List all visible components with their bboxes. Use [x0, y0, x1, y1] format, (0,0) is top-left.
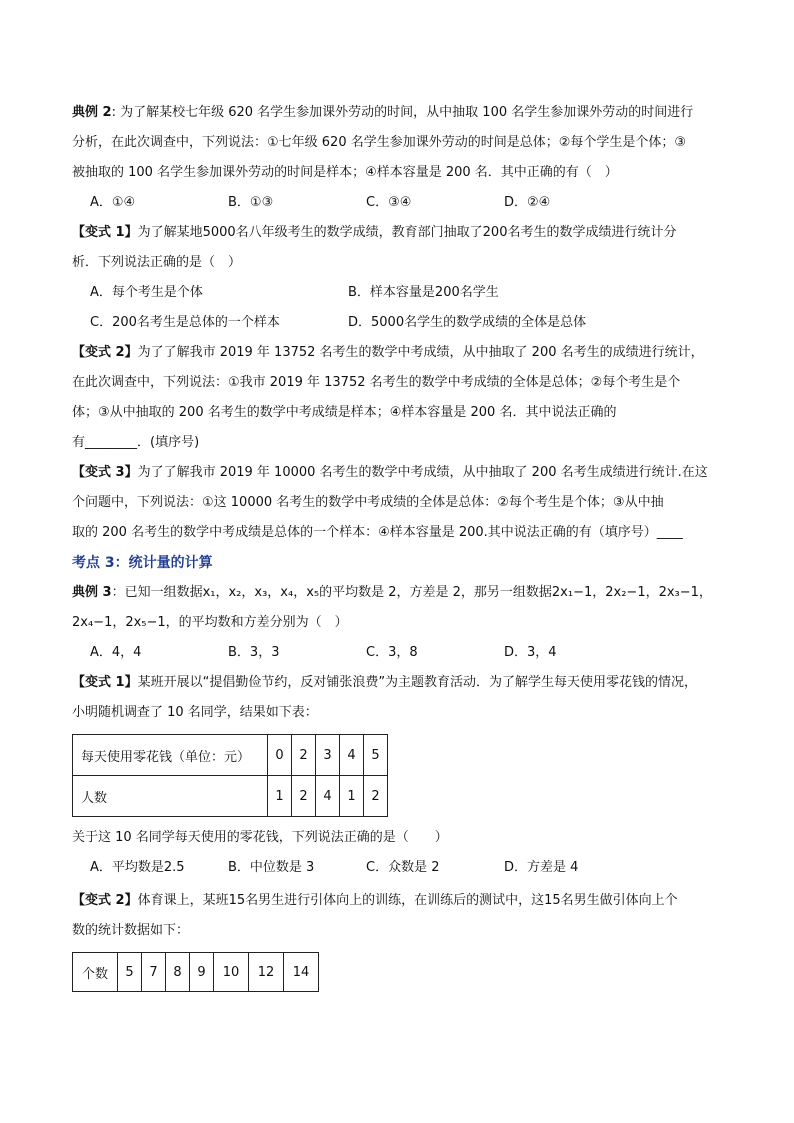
table-cell: 4: [316, 776, 340, 817]
option-b: B．样本容量是200名学生: [348, 285, 499, 300]
option-a: A．平均数是2.5: [90, 860, 185, 875]
option-b: B．①③: [228, 195, 274, 210]
table-cell: 12: [249, 953, 284, 992]
example-2-line-1: [72, 98, 752, 128]
table-cell: 5: [118, 953, 142, 992]
table-cell: 1: [268, 776, 292, 817]
variant-1b-line-3: 关于这 10 名同学每天使用的零花钱，下列说法正确的是（ ）: [72, 830, 448, 845]
option-c: C．200名考生是总体的一个样本: [90, 315, 280, 330]
variant-3-line-2: 个问题中，下列说法：①这 10000 名考生的数学中考成绩的全体是总体：②每个考生是个体；③从中抽: [72, 495, 664, 510]
variant-2b-label: 【变式 2】: [72, 893, 138, 908]
table-header-cell: 个数: [73, 953, 118, 992]
variant-2b-line-2: 数的统计数据如下：: [72, 923, 190, 938]
option-a: A．4，4: [90, 645, 142, 660]
example-2-label: 典例 2: [72, 105, 112, 120]
table-cell: 9: [190, 953, 214, 992]
variant-1b-label: 【变式 1】: [72, 675, 138, 690]
variant-3-line-3: 取的 200 名考生的数学中考成绩是总体的一个样本：④样本容量是 200.其中说法正确的有（填序号）____: [72, 525, 683, 540]
table-cell: 2: [292, 735, 316, 776]
variant-2-label: 【变式 2】: [72, 345, 138, 360]
example-2-line-3: 被抽取的 100 名学生参加课外劳动的时间是样本；④样本容量是 200 名．其中正确的有（ ）: [72, 165, 618, 180]
example-3-line-1: [72, 578, 752, 608]
variant-2-line-4: 有________．(填序号): [72, 435, 200, 450]
table-cell: 0: [268, 735, 292, 776]
option-a: A．①④: [90, 195, 136, 210]
pocket-money-table: [72, 734, 388, 817]
variant-3-line-1: [72, 458, 752, 488]
option-c: C．③④: [366, 195, 412, 210]
option-d: D．②④: [504, 195, 551, 210]
variant-3-label: 【变式 3】: [72, 465, 138, 480]
example-2-options: [72, 188, 752, 218]
document-page: [72, 98, 752, 998]
table-cell: 2: [292, 776, 316, 817]
variant-2-text-1: 为了了解我市 2019 年 13752 名考生的数学中考成绩，从中抽取了 200 名考生的成绩进行统计，: [137, 345, 704, 360]
variant-1-options-row-1: [72, 278, 752, 308]
table-header-cell: 人数: [73, 776, 268, 817]
option-c: C．众数是 2: [366, 860, 440, 875]
option-b: B．3，3: [228, 645, 280, 660]
option-c: C．3，8: [366, 645, 418, 660]
table-cell: 7: [142, 953, 166, 992]
table-header-cell: 每天使用零花钱（单位：元）: [73, 735, 268, 776]
variant-1b-options: [72, 853, 752, 883]
table-cell: 10: [214, 953, 249, 992]
variant-1-line-2: 析．下列说法正确的是（ ）: [72, 255, 242, 270]
table-cell: 5: [364, 735, 388, 776]
example-3-options: [72, 638, 752, 668]
option-b: B．中位数是 3: [228, 860, 315, 875]
example-3-line-2: 2x₄−1，2x₅−1，的平均数和方差分别为（ ）: [72, 615, 348, 630]
example-2-text-1: : 为了解某校七年级 620 名学生参加课外劳动的时间，从中抽取 100 名学生参加课外劳动的时间进行: [111, 105, 694, 120]
variant-2b-text-1: 体育课上，某班15名男生进行引体向上的训练，在训练后的测试中，这15名男生做引体向上个: [137, 893, 678, 908]
table-cell: 3: [316, 735, 340, 776]
variant-2b-line-1: [72, 886, 752, 916]
example-2-line-2: 分析，在此次调查中，下列说法：①七年级 620 名学生参加课外劳动的时间是总体；②每个学生是个体；③: [72, 135, 687, 150]
variant-1-options-row-2: [72, 308, 752, 338]
table-row: [73, 953, 319, 992]
variant-1b-text-1: 某班开展以“提倡勤俭节约，反对铺张浪费”为主题教育活动．为了解学生每天使用零花钱的情况，: [137, 675, 698, 690]
option-d: D．3，4: [504, 645, 557, 660]
variant-1b-line-2: 小明随机调查了 10 名同学，结果如下表：: [72, 705, 318, 720]
table-cell: 1: [340, 776, 364, 817]
variant-1-label: 【变式 1】: [72, 225, 138, 240]
variant-1b-line-1: [72, 668, 752, 698]
table-row: [73, 776, 388, 817]
table-cell: 8: [166, 953, 190, 992]
table-cell: 2: [364, 776, 388, 817]
variant-1-text-1: 为了解某地5000名八年级考生的数学成绩，教育部门抽取了200名考生的数学成绩进行统计分: [137, 225, 677, 240]
table-cell: 4: [340, 735, 364, 776]
table-row: [73, 735, 388, 776]
pull-up-table: [72, 952, 319, 992]
variant-1-line-1: [72, 218, 752, 248]
variant-2-line-1: [72, 338, 752, 368]
example-3-text-1: ：已知一组数据x₁，x₂，x₃，x₄，x₅的平均数是 2，方差是 2，那另一组数据2x₁−1，2x₂−1，2x₃−1，: [111, 585, 712, 600]
option-d: D．方差是 4: [504, 860, 579, 875]
example-3-label: 典例 3: [72, 585, 112, 600]
table-cell: 14: [284, 953, 319, 992]
variant-3-text-1: 为了了解我市 2019 年 10000 名考生的数学中考成绩，从中抽取了 200 名考生成绩进行统计.在这: [137, 465, 708, 480]
variant-2-line-3: 体；③从中抽取的 200 名考生的数学中考成绩是样本；④样本容量是 200 名．其中说法正确的: [72, 405, 617, 420]
option-d: D．5000名学生的数学成绩的全体是总体: [348, 315, 587, 330]
section-3-heading: 考点 3：统计量的计算: [72, 555, 213, 571]
variant-2-line-2: 在此次调查中，下列说法：①我市 2019 年 13752 名考生的数学中考成绩的全体是总体；②每个考生是个: [72, 375, 681, 390]
option-a: A．每个考生是个体: [90, 285, 203, 300]
